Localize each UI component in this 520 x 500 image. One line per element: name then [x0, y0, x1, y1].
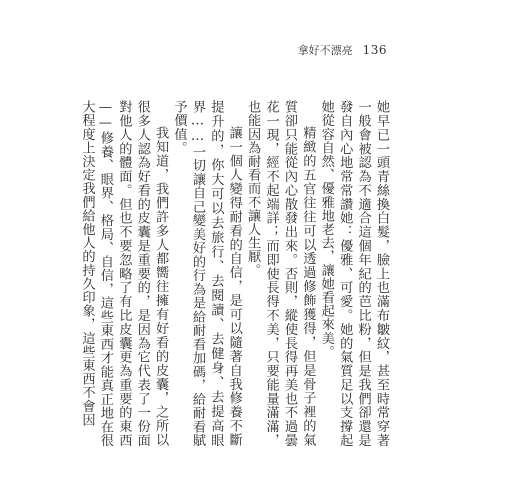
- chapter-title: 拿好不漂亮: [297, 44, 353, 57]
- page-body: [79, 100, 390, 447]
- paragraph-4: 我知道，我們許多人都嚮往擁有好看的皮囊，之所以很多人認為好看的皮囊是重要的，是因為它代表了一份面對他人的體面。但也不要忽略了有比皮囊更為重要的東西——修養、眼界、格局、自信，這些東西才能真正地在很大程度上決定我們給他人的持久印象，這些東西不會因: [79, 100, 169, 447]
- paragraph-1: 她早已一頭青絲換白髮，臉上也滿布皺紋，甚至時常穿著一般會被認為不適合這個年紀的芭比粉，但是我們卻還是發自內心地常常讚她：優雅、可愛。她的氣質足以支撐起她從容自然、優雅地老去，讓她看起來美。: [318, 100, 389, 447]
- paragraph-3: 讓一個人變得耐看的自信，是可以隨著自我修養不斷提升的，你大可以去旅行、去閱讀、去健身、去提高眼界……一切讓自己變美好的行為是給耐看加碼，給耐看賦予價值。: [171, 100, 242, 447]
- page-number: 136: [362, 43, 387, 57]
- running-header: [298, 42, 387, 58]
- paragraph-2: 精緻的五官往往可以透過修飾獲得，但是骨子裡的氣質卻只能從內心散發出來。否則，縱使長得再美也不過曇花一現，經不起端詳；而即使長得不美，只要能量滿滿，也能因為耐看而不讓人生厭。: [245, 100, 316, 447]
